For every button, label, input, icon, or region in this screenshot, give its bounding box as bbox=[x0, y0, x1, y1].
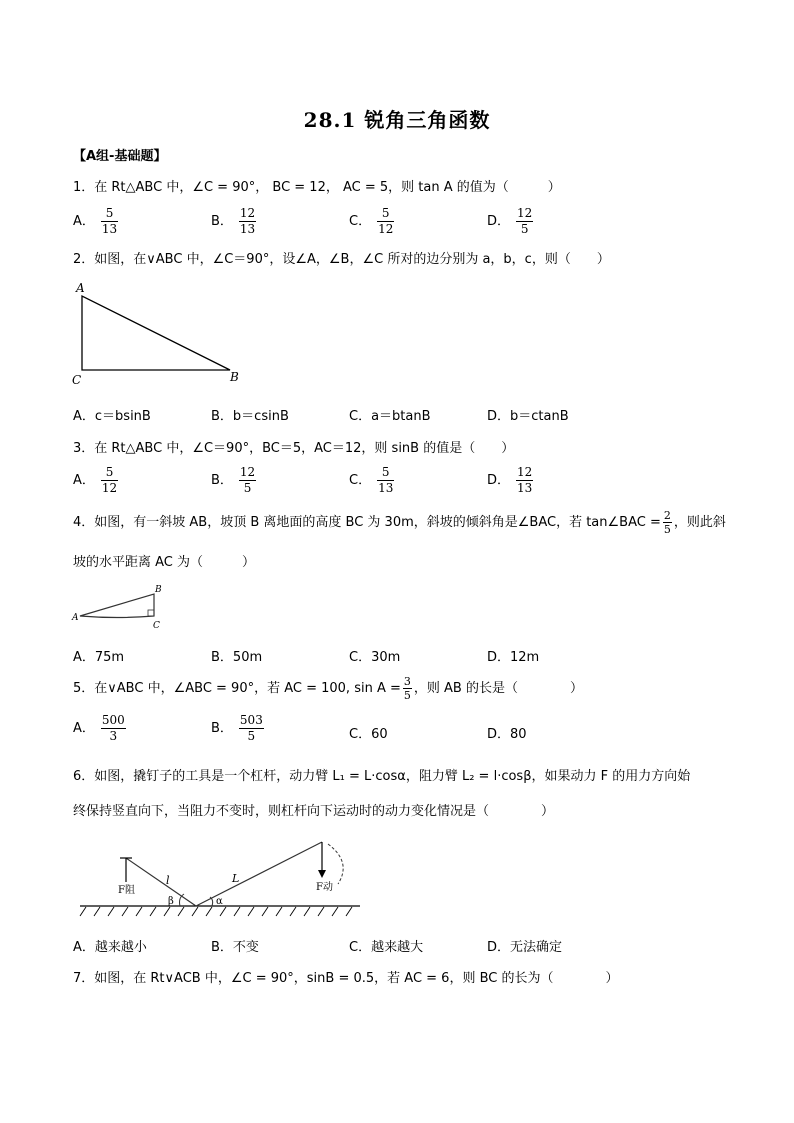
q4-slope-triangle bbox=[80, 594, 154, 618]
question-7-stem: 7．如图，在 Rt∨ACB 中，∠C = 90°，sinB = 0.5，若 AC = 6，则 BC 的长为（ ） bbox=[73, 971, 619, 986]
q2-label-c: C bbox=[72, 373, 82, 387]
q6-resistance-arm bbox=[126, 858, 196, 906]
q2-label-b: B bbox=[230, 370, 239, 384]
q6-ground-hatching bbox=[80, 907, 352, 916]
q6-option-d[interactable]: D．无法确定 bbox=[487, 940, 563, 955]
q4-option-b[interactable]: B．50m bbox=[211, 650, 263, 665]
q3-option-c[interactable]: C． $\frac{5}{13}$ bbox=[349, 465, 394, 495]
q6-label-alpha: α bbox=[216, 896, 223, 907]
q5-option-c[interactable]: C．60 bbox=[349, 727, 388, 742]
q1-option-a[interactable]: A． $\frac{5}{13}$ bbox=[73, 206, 118, 236]
question-4-stem-line2: 坡的水平距离 AC 为（ ） bbox=[73, 555, 256, 570]
q2-triangle-figure bbox=[70, 278, 250, 390]
q2-triangle bbox=[82, 296, 230, 370]
question-4-stem: 4．如图，有一斜坡 AB，坡顶 B 离地面的高度 BC 为 30m，斜坡的倾斜角是∠BAC，若 tan∠BAC = $\frac{2}{5}$ ，则此斜 bbox=[73, 509, 726, 536]
q5-option-d[interactable]: D．80 bbox=[487, 727, 527, 742]
q4-label-a: A bbox=[72, 613, 79, 623]
question-1-stem: 1．在 Rt△ABC 中，∠C = 90°， BC = 12， AC = 5，则 tan A 的值为（ ） bbox=[73, 180, 561, 195]
q4-option-a[interactable]: A．75m bbox=[73, 650, 125, 665]
q2-option-b[interactable]: B．b＝csinB bbox=[211, 409, 289, 424]
q6-option-c[interactable]: C．越来越大 bbox=[349, 940, 424, 955]
q1-option-c[interactable]: C． $\frac{5}{12}$ bbox=[349, 206, 394, 236]
q6-lever-figure bbox=[76, 836, 366, 920]
section-heading: 【A组-基础题】 bbox=[73, 149, 167, 164]
q6-label-beta: β bbox=[168, 896, 174, 907]
q3-option-a[interactable]: A． $\frac{5}{12}$ bbox=[73, 465, 118, 495]
q6-effort-arm bbox=[196, 842, 322, 906]
question-2-stem: 2．如图，在∨ABC 中，∠C＝90°，设∠A，∠B，∠C 所对的边分别为 a，b，c，则（ ） bbox=[73, 252, 610, 267]
q1-option-b[interactable]: B． $\frac{12}{13}$ bbox=[211, 206, 256, 236]
q4-option-d[interactable]: D．12m bbox=[487, 650, 540, 665]
q6-label-f-resistance: F阻 bbox=[118, 885, 135, 896]
q6-label-f-effort: F动 bbox=[316, 882, 333, 893]
q6-label-l-small: l bbox=[166, 874, 170, 887]
question-5-stem: 5．在∨ABC 中，∠ABC = 90°，若 AC = 100, sin A = $\frac{3}{5}$ ，则 AB 的长是（ ） bbox=[73, 675, 583, 702]
q5-option-a[interactable]: A． $\frac{500}{3}$ bbox=[73, 713, 125, 743]
q2-option-a[interactable]: A．c＝bsinB bbox=[73, 409, 151, 424]
q6-option-a[interactable]: A．越来越小 bbox=[73, 940, 147, 955]
question-6-line2: 终保持竖直向下，当阻力不变时，则杠杆向下运动时的动力变化情况是（ ） bbox=[73, 804, 555, 819]
q5-option-b[interactable]: B． $\frac{503}{5}$ bbox=[211, 713, 263, 743]
q4-option-c[interactable]: C．30m bbox=[349, 650, 401, 665]
q6-effort-arrowhead bbox=[318, 870, 326, 878]
q4-label-b: B bbox=[155, 585, 162, 595]
q2-option-d[interactable]: D．b＝ctanB bbox=[487, 409, 569, 424]
q1-option-d[interactable]: D． $\frac{12}{5}$ bbox=[487, 206, 533, 236]
q3-option-b[interactable]: B． $\frac{12}{5}$ bbox=[211, 465, 256, 495]
q4-right-angle-mark bbox=[148, 610, 154, 616]
question-6-line1: 6．如图，撬钉子的工具是一个杠杆，动力臂 L₁ = L·cosα，阻力臂 L₂ = l·cosβ，如果动力 F 的用力方向始 bbox=[73, 769, 691, 784]
question-3-stem: 3．在 Rt△ABC 中，∠C＝90°，BC＝5，AC＝12，则 sinB 的值是（ ） bbox=[73, 441, 515, 456]
q6-label-l-large: L bbox=[232, 872, 240, 885]
q6-motion-arc bbox=[328, 844, 343, 884]
q4-label-c: C bbox=[153, 621, 160, 631]
q4-slope-figure bbox=[70, 582, 170, 632]
q2-option-c[interactable]: C．a＝btanB bbox=[349, 409, 431, 424]
q6-option-b[interactable]: B．不变 bbox=[211, 940, 259, 955]
q2-label-a: A bbox=[76, 281, 85, 295]
page-title: 28.1 锐角三角函数 bbox=[303, 108, 491, 132]
q3-option-d[interactable]: D． $\frac{12}{13}$ bbox=[487, 465, 533, 495]
